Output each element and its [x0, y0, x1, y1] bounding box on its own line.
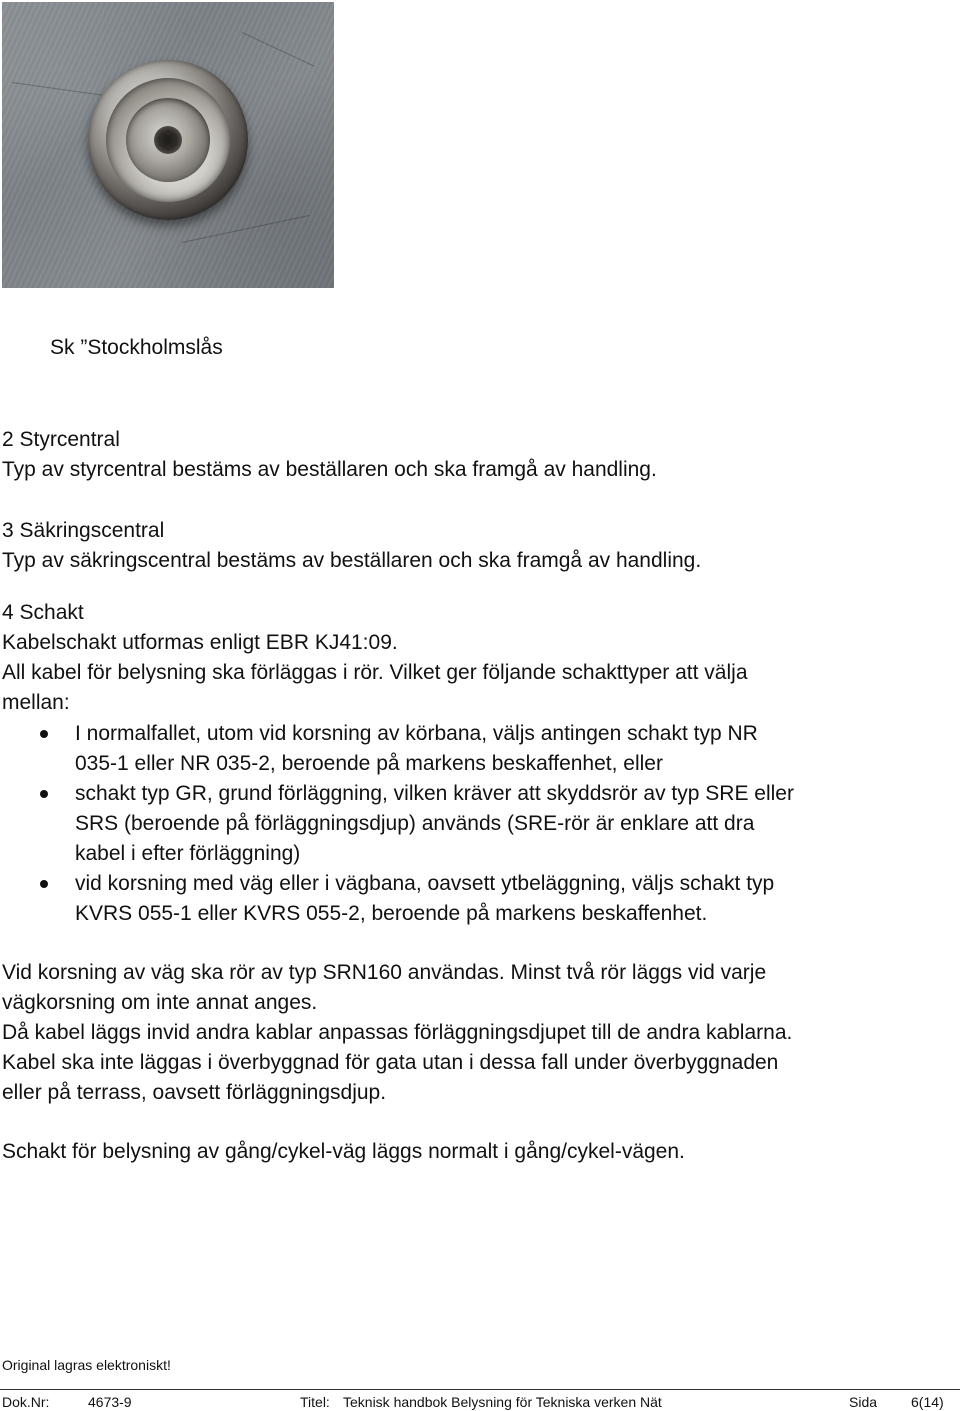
- heading-styrcentral: 2 Styrcentral: [2, 428, 120, 451]
- text-styrcentral: Typ av styrcentral bestäms av beställaren och ska framgå av handling.: [2, 458, 657, 481]
- text-schakt-line1: Kabelschakt utformas enligt EBR KJ41:09.: [2, 631, 398, 654]
- paragraph-line: vägkorsning om inte annat anges.: [2, 991, 318, 1014]
- stockholm-lock-photo: [2, 2, 334, 288]
- paragraph-line: Vid korsning av väg ska rör av typ SRN160 användas. Minst två rör läggs vid varje: [2, 961, 767, 984]
- list-item: I normalfallet, utom vid korsning av körbana, väljs antingen schakt typ NR: [75, 722, 758, 745]
- list-item-continued: kabel i efter förläggning): [75, 842, 301, 865]
- list-item: vid korsning med väg eller i vägbana, oavsett ytbeläggning, väljs schakt typ: [75, 872, 775, 895]
- list-item: schakt typ GR, grund förläggning, vilken kräver att skyddsrör av typ SRE eller: [75, 782, 794, 805]
- doknr-value: 4673-9: [88, 1394, 132, 1410]
- lock-core: [126, 98, 210, 182]
- footer-divider: [0, 1389, 960, 1390]
- surface-crack: [182, 215, 309, 243]
- paragraph-line: Kabel ska inte läggas i överbyggnad för gata utan i dessa fall under överbyggnaden: [2, 1051, 779, 1074]
- photo-caption: Sk ”Stockholmslås: [50, 336, 223, 359]
- lock-ring: [106, 78, 230, 202]
- sida-label: Sida: [849, 1394, 878, 1410]
- sida-value: 6(14): [911, 1394, 944, 1410]
- keyhole-icon: [154, 126, 182, 154]
- list-item-continued: SRS (beroende på förläggningsdjup) används (SRE-rör är enklare att dra: [75, 812, 755, 835]
- list-item-continued: 035-1 eller NR 035-2, beroende på markens beskaffenhet, eller: [75, 752, 663, 775]
- bullet-icon: [40, 790, 48, 798]
- bullet-icon: [40, 730, 48, 738]
- lock-cylinder-icon: [88, 60, 248, 220]
- titel-label: Titel:: [300, 1394, 330, 1410]
- text-sakringscentral: Typ av säkringscentral bestäms av beställaren och ska framgå av handling.: [2, 549, 702, 572]
- heading-schakt: 4 Schakt: [2, 601, 84, 624]
- doknr-label: Dok.Nr:: [2, 1394, 50, 1410]
- text-schakt-line3: mellan:: [2, 691, 70, 714]
- text-schakt-line2: All kabel för belysning ska förläggas i rör. Vilket ger följande schakttyper att välja: [2, 661, 748, 684]
- titel-value: Teknisk handbok Belysning för Tekniska verken Nät: [343, 1394, 662, 1410]
- list-item-continued: KVRS 055-1 eller KVRS 055-2, beroende på markens beskaffenhet.: [75, 902, 708, 925]
- paragraph-line: eller på terrass, oavsett förläggningsdjup.: [2, 1081, 387, 1104]
- surface-crack: [242, 32, 315, 67]
- paragraph-line: Då kabel läggs invid andra kablar anpassas förläggningsdjupet till de andra kablarna.: [2, 1021, 793, 1044]
- footer-note: Original lagras elektroniskt!: [2, 1357, 171, 1373]
- heading-sakringscentral: 3 Säkringscentral: [2, 519, 165, 542]
- bullet-icon: [40, 880, 48, 888]
- paragraph-line: Schakt för belysning av gång/cykel-väg läggs normalt i gång/cykel-vägen.: [2, 1140, 685, 1163]
